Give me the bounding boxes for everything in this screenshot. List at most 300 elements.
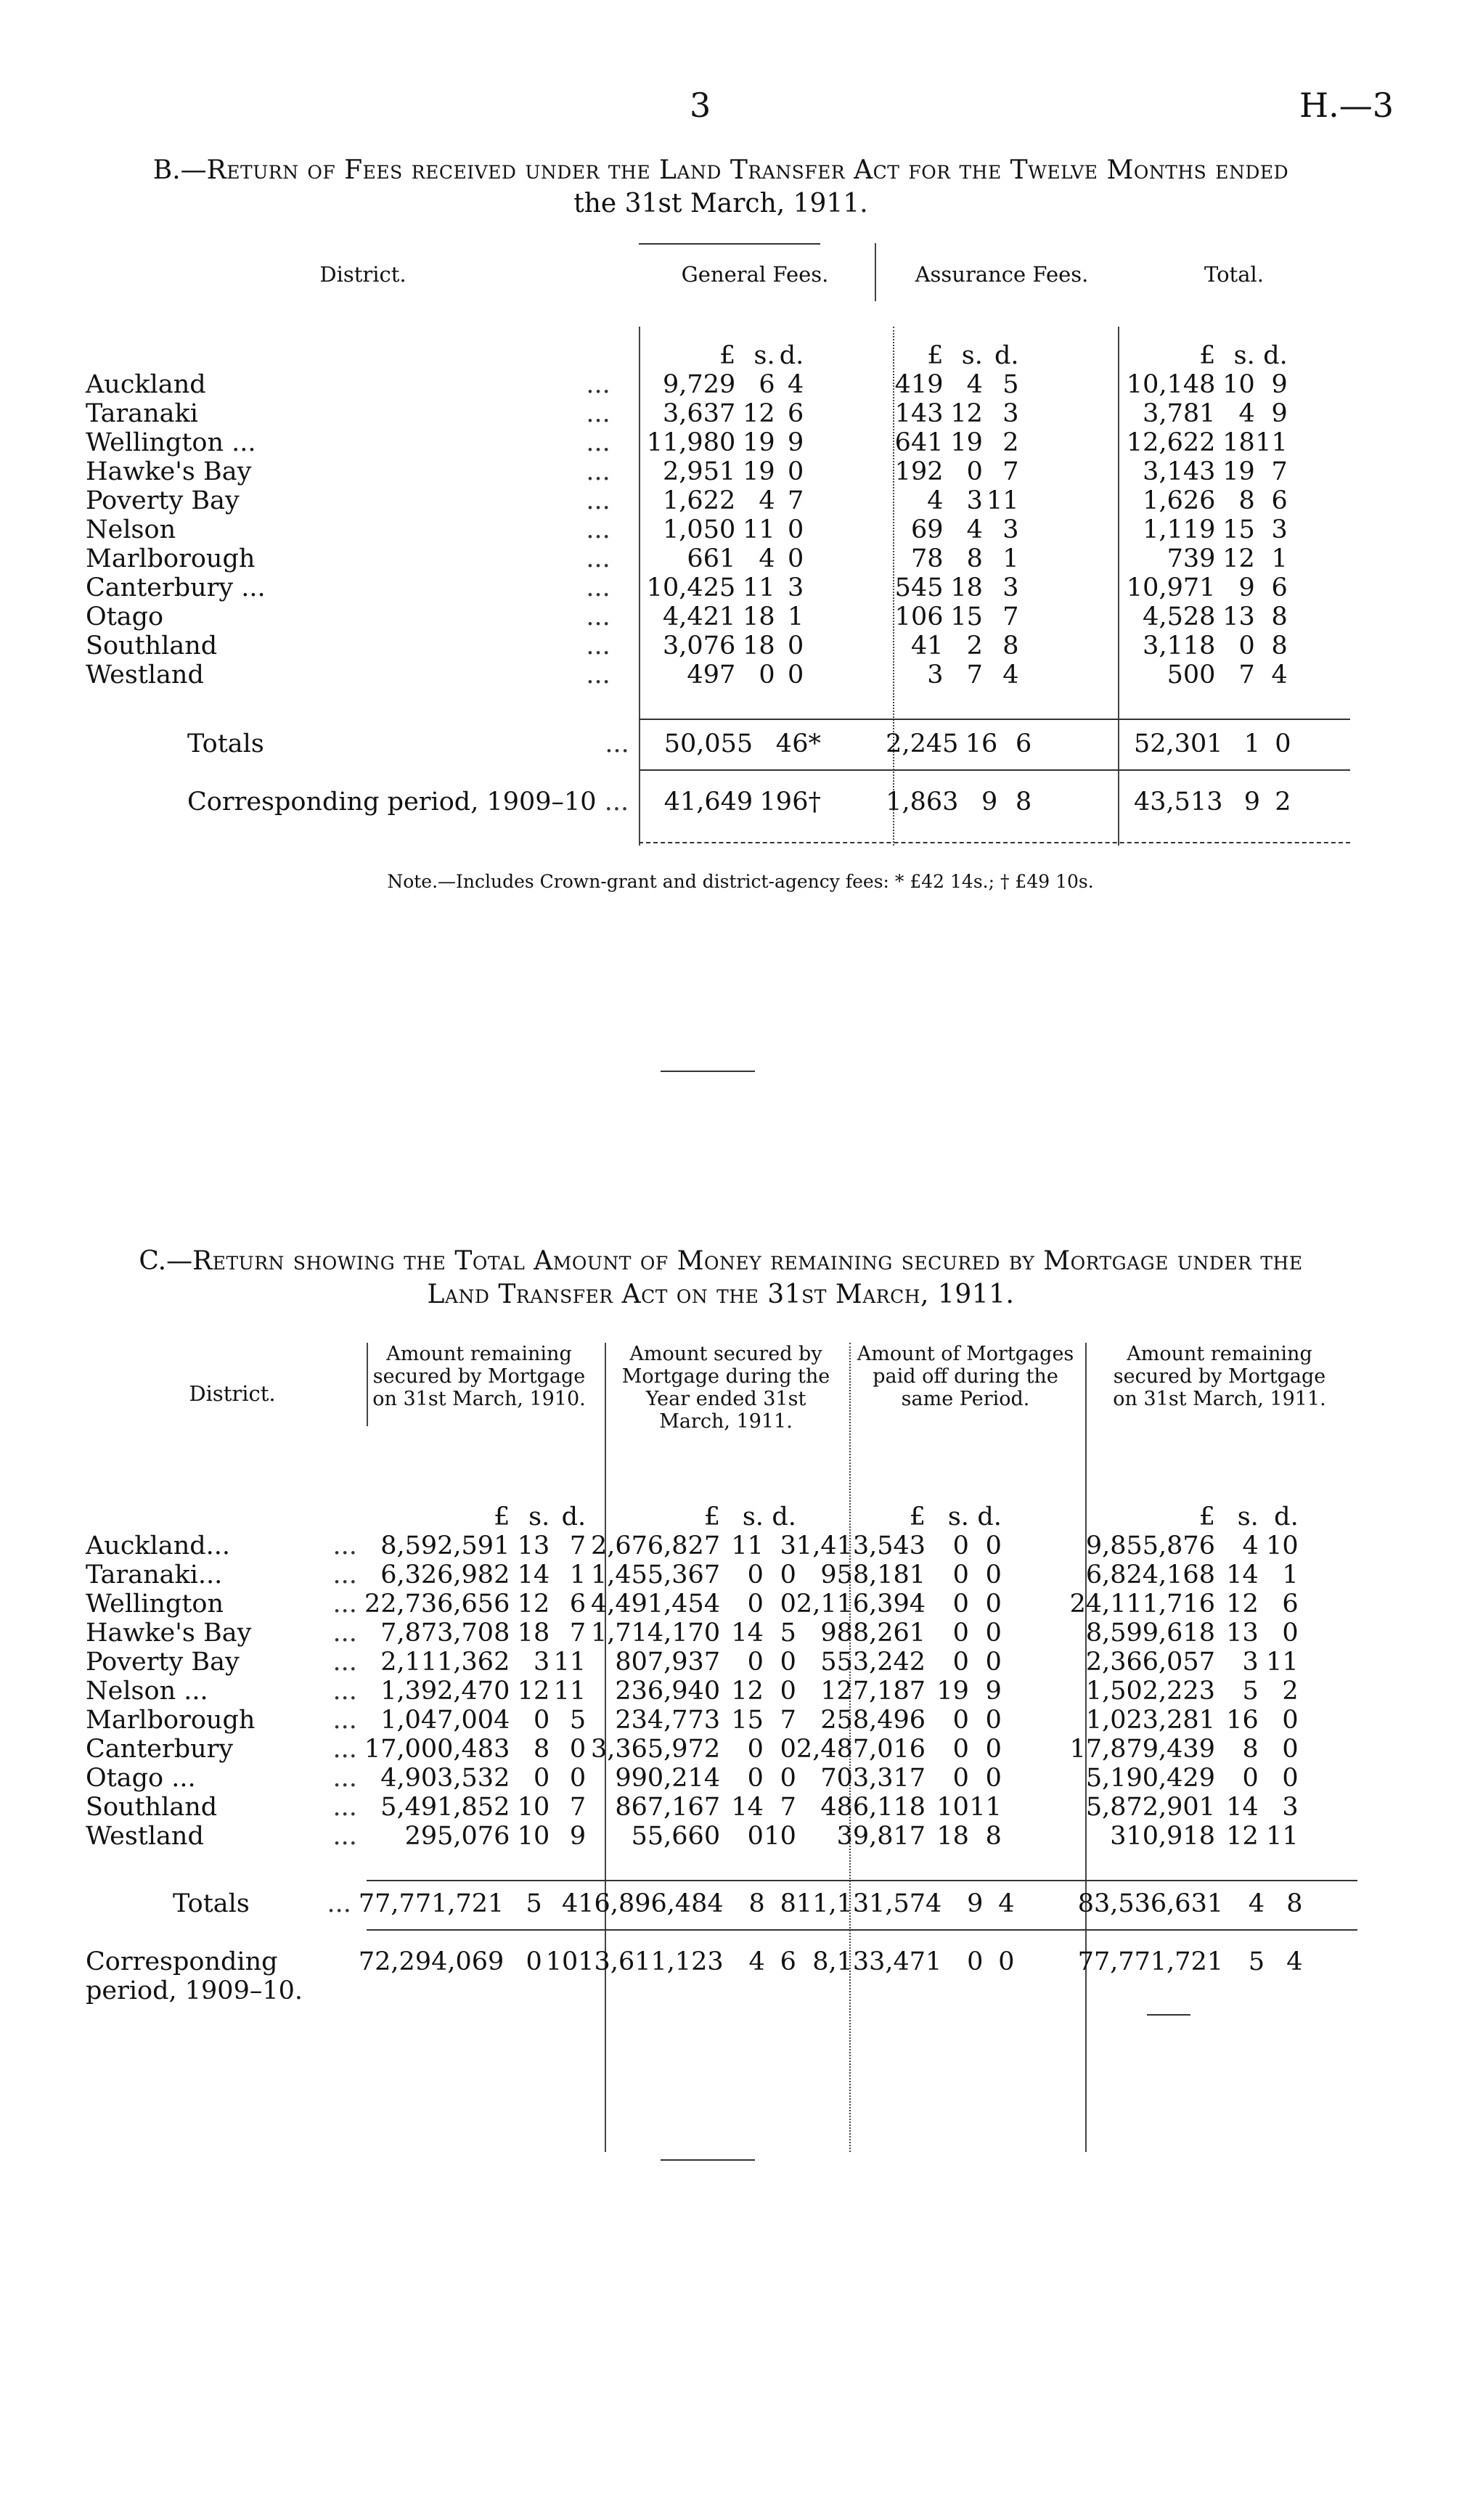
cell: 14 xyxy=(731,1793,764,1822)
cell: 6 xyxy=(780,1947,796,1976)
table-row xyxy=(86,428,1356,457)
cell: 12 xyxy=(1222,544,1255,573)
cell: 10 xyxy=(936,1793,969,1822)
table-b-title xyxy=(86,154,1356,221)
cell: 10,971 xyxy=(1126,573,1216,602)
cell: 7 xyxy=(569,1619,587,1648)
cell: 7 xyxy=(780,1706,796,1735)
cell: 4 xyxy=(748,1947,765,1976)
table-b-header-top-rule xyxy=(639,243,820,245)
district-name: Taranaki... xyxy=(86,1560,223,1590)
cell: 39,817 xyxy=(836,1822,926,1851)
cell: 9,729 xyxy=(663,370,736,399)
cell: 8 xyxy=(1238,486,1255,515)
cell: 0 xyxy=(780,1764,796,1793)
table-b-header-district: District. xyxy=(319,262,407,287)
cell: 2,951 xyxy=(663,457,736,486)
table-b-header-assurance: Assurance Fees. xyxy=(915,262,1089,287)
leader-dots: ... xyxy=(586,428,610,457)
cell: 16 xyxy=(965,729,998,758)
cell: 0 xyxy=(967,1947,984,1976)
table-row xyxy=(86,602,1356,631)
unit-pence: d. xyxy=(561,1502,587,1531)
cell: 10,425 xyxy=(646,573,736,602)
cell: 13 xyxy=(517,1531,550,1560)
table-b-note: Note.—Includes Crown-grant and district-agency fees: * £42 14s.; † £49 10s. xyxy=(387,871,1094,892)
table-row xyxy=(86,1619,1360,1648)
cell: 500 xyxy=(1167,660,1216,690)
cell: 16,896,484 xyxy=(578,1889,724,1918)
district-name: Auckland... xyxy=(86,1531,231,1560)
cell: 0 xyxy=(787,631,804,660)
district-name: Canterbury xyxy=(86,1735,234,1764)
cell: 4 xyxy=(966,370,983,399)
cell: 4 xyxy=(759,544,775,573)
cell: 11 xyxy=(1255,428,1288,457)
cell: 4 xyxy=(1286,1947,1303,1976)
cell: 0 xyxy=(569,1735,587,1764)
cell: 0 xyxy=(533,1764,550,1793)
table-row xyxy=(86,1706,1360,1735)
unit-shillings: s. xyxy=(947,1502,969,1531)
cell: 0 xyxy=(998,1947,1015,1976)
cell: 0 xyxy=(985,1619,1002,1648)
cell: 1,392,470 xyxy=(380,1677,510,1706)
unit-pence: d. xyxy=(977,1502,1002,1531)
cell: 78 xyxy=(910,544,944,573)
cell: 0 xyxy=(985,1531,1002,1560)
cell: 1 xyxy=(569,1560,587,1590)
cell: 0 xyxy=(985,1560,1002,1590)
cell: 4 xyxy=(787,370,804,399)
leader-dots: ... xyxy=(586,515,610,544)
cell: 5,872,901 xyxy=(1085,1793,1215,1822)
cell: 10 xyxy=(545,1947,579,1976)
cell: 17,000,483 xyxy=(364,1735,510,1764)
cell: 1,050 xyxy=(663,515,736,544)
cell: 3 xyxy=(966,486,983,515)
cell: 15 xyxy=(1222,515,1255,544)
cell: 703,317 xyxy=(820,1764,926,1793)
cell: 16 xyxy=(1226,1706,1259,1735)
cell: 43,513 xyxy=(1134,788,1223,817)
unit-shillings: s. xyxy=(961,341,983,370)
leader-dots: ... xyxy=(332,1531,357,1560)
unit-pence: d. xyxy=(994,341,1019,370)
cell: 2,487,016 xyxy=(796,1735,926,1764)
table-row xyxy=(86,1764,1360,1793)
cell: 18 xyxy=(1222,428,1255,457)
cell: 3,781 xyxy=(1143,399,1216,428)
cell: 11,131,574 xyxy=(796,1889,942,1918)
corresponding-label: Corresponding period, 1909–10 xyxy=(187,788,597,817)
cell: 11 xyxy=(553,1677,587,1706)
cell: 0 xyxy=(1282,1619,1299,1648)
cell: 69 xyxy=(910,515,944,544)
cell: 9 xyxy=(569,1822,587,1851)
cell: 11 xyxy=(986,486,1019,515)
document-reference: H.—3 xyxy=(1299,86,1394,125)
cell: 4 xyxy=(759,486,775,515)
cell: 553,242 xyxy=(820,1648,926,1677)
cell: 8,592,591 xyxy=(380,1531,510,1560)
section-separator-2 xyxy=(661,2159,755,2161)
cell: 11 xyxy=(743,573,775,602)
leader-dots: ... xyxy=(586,457,610,486)
cell: 1 xyxy=(1271,544,1288,573)
table-c-summary xyxy=(86,1889,1360,2005)
cell: 7 xyxy=(569,1793,587,1822)
district-name: Southland xyxy=(86,631,218,660)
table-row xyxy=(86,1735,1360,1764)
cell: 1 xyxy=(787,602,804,631)
leader-dots: ... xyxy=(586,399,610,428)
cell: 1,714,170 xyxy=(590,1619,721,1648)
cell: 3,637 xyxy=(663,399,736,428)
table-c-totals-top-rule xyxy=(367,1880,1357,1881)
district-name: Poverty Bay xyxy=(86,486,240,515)
cell: 13,611,123 xyxy=(578,1947,724,1976)
cell: 4 xyxy=(562,1889,579,1918)
cell: 19 xyxy=(950,428,983,457)
cell: 11 xyxy=(553,1648,587,1677)
cell: 0 xyxy=(1238,631,1255,660)
cell: 11,980 xyxy=(646,428,736,457)
cell: 13 xyxy=(1222,602,1255,631)
cell: 24,111,716 xyxy=(1069,1590,1215,1619)
cell: 8 xyxy=(1271,602,1288,631)
cell: 0 xyxy=(952,1619,969,1648)
cell: 0 xyxy=(1282,1735,1299,1764)
cell: 739 xyxy=(1167,544,1216,573)
cell: 234,773 xyxy=(615,1706,721,1735)
section-separator-1 xyxy=(661,1071,755,1072)
cell: 807,937 xyxy=(615,1648,721,1677)
leader-dots: ... xyxy=(332,1677,357,1706)
cell: 4 xyxy=(998,1889,1015,1918)
cell: 12 xyxy=(950,399,983,428)
table-b-summary xyxy=(86,729,1356,817)
cell: 14 xyxy=(1226,1560,1259,1590)
cell: 19 xyxy=(743,457,775,486)
leader-dots: ... xyxy=(327,1889,351,1918)
cell: 9 xyxy=(967,1889,984,1918)
cell: 0 xyxy=(787,515,804,544)
cell: 10,148 xyxy=(1126,370,1216,399)
cell: 7 xyxy=(1002,457,1019,486)
table-b-end-rule xyxy=(639,842,1350,843)
cell: 4 xyxy=(1271,660,1288,690)
cell: 9,855,876 xyxy=(1085,1531,1215,1560)
leader-dots: ... xyxy=(332,1619,357,1648)
cell: 0 xyxy=(1242,1764,1259,1793)
cell: 7 xyxy=(569,1531,587,1560)
table-c-header-col3: Amount of Mortgages paid off during the same Period. xyxy=(857,1343,1074,1410)
cell: 0 xyxy=(526,1947,542,1976)
cell: 14 xyxy=(517,1560,550,1590)
cell: 1,502,223 xyxy=(1085,1677,1215,1706)
table-row xyxy=(86,1793,1360,1822)
cell: 0 xyxy=(952,1590,969,1619)
leader-dots: ... xyxy=(586,370,610,399)
cell: 11 xyxy=(969,1793,1002,1822)
table-row xyxy=(86,1590,1360,1619)
cell: 4 xyxy=(966,515,983,544)
cell: 0 xyxy=(780,1735,796,1764)
cell: 5 xyxy=(526,1889,542,1918)
cell: 15 xyxy=(950,602,983,631)
cell: 3 xyxy=(787,573,804,602)
district-name: Otago ... xyxy=(86,1764,196,1793)
leader-dots: ... xyxy=(332,1764,357,1793)
cell: 0 xyxy=(985,1735,1002,1764)
cell: 143 xyxy=(894,399,944,428)
cell: 661 xyxy=(687,544,736,573)
cell: 14 xyxy=(731,1619,764,1648)
table-b-title-text: Return of Fees received under the Land Transfer Act for the Twelve Months ended xyxy=(206,155,1289,185)
leader-dots: ... xyxy=(332,1706,357,1735)
district-name: Otago xyxy=(86,602,164,631)
table-c-title xyxy=(86,1245,1356,1312)
cell: 2,111,362 xyxy=(380,1648,510,1677)
cell: 988,261 xyxy=(820,1619,926,1648)
cell: 1 xyxy=(1002,544,1019,573)
unit-pence: d. xyxy=(772,1502,796,1531)
cell: 3 xyxy=(1002,399,1019,428)
cell: 2,116,394 xyxy=(796,1590,926,1619)
table-c-col-rule-1-header xyxy=(367,1343,368,1426)
cell: 17,879,439 xyxy=(1069,1735,1215,1764)
cell: 3 xyxy=(1002,573,1019,602)
table-c-title-line2: Land Transfer Act on the 31st March, 1911. xyxy=(427,1280,1015,1309)
cell: 0 xyxy=(966,457,983,486)
cell: 8 xyxy=(1271,631,1288,660)
table-row xyxy=(86,544,1356,573)
cell: 6 xyxy=(1016,729,1032,758)
unit-pounds: £ xyxy=(909,1502,926,1531)
cell: 419 xyxy=(894,370,944,399)
table-b-corresponding-row xyxy=(86,788,1356,817)
cell: 7 xyxy=(966,660,983,690)
cell: 9 xyxy=(981,788,998,817)
table-row xyxy=(86,1677,1360,1706)
cell: 9 xyxy=(985,1677,1002,1706)
leader-dots: ... xyxy=(586,631,610,660)
table-b-units-row xyxy=(86,341,1356,370)
cell: 2 xyxy=(966,631,983,660)
cell: 18 xyxy=(950,573,983,602)
cell: 6* xyxy=(792,729,822,758)
cell: 106 xyxy=(894,602,944,631)
cell: 6,824,168 xyxy=(1085,1560,1215,1590)
cell: 6 xyxy=(1271,573,1288,602)
district-name: Wellington xyxy=(86,1590,224,1619)
cell: 1,119 xyxy=(1143,515,1216,544)
unit-pence: d. xyxy=(779,341,804,370)
cell: 0 xyxy=(1282,1764,1299,1793)
table-b-header-total: Total. xyxy=(1204,262,1264,287)
table-row xyxy=(86,515,1356,544)
cell: 2,245 xyxy=(886,729,959,758)
cell: 0 xyxy=(780,1648,796,1677)
cell: 0 xyxy=(569,1764,587,1793)
cell: 15 xyxy=(731,1706,764,1735)
cell: 4,903,532 xyxy=(380,1764,510,1793)
table-b-totals-top-rule xyxy=(639,719,1350,720)
cell: 8 xyxy=(1286,1889,1303,1918)
cell: 8 xyxy=(533,1735,550,1764)
cell: 295,076 xyxy=(404,1822,510,1851)
cell: 3,365,972 xyxy=(590,1735,721,1764)
cell: 0 xyxy=(952,1735,969,1764)
unit-shillings: s. xyxy=(753,341,775,370)
cell: 3,076 xyxy=(663,631,736,660)
cell: 1,047,004 xyxy=(380,1706,510,1735)
leader-dots: ... xyxy=(604,788,629,817)
leader-dots: ... xyxy=(586,544,610,573)
cell: 5 xyxy=(1002,370,1019,399)
cell: 22,736,656 xyxy=(364,1590,510,1619)
table-b-prefix: B.— xyxy=(152,155,207,185)
cell: 0 xyxy=(747,1648,764,1677)
cell: 5,190,429 xyxy=(1085,1764,1215,1793)
district-name: Southland xyxy=(86,1793,218,1822)
cell: 5 xyxy=(1242,1677,1259,1706)
cell: 990,214 xyxy=(615,1764,721,1793)
cell: 867,167 xyxy=(615,1793,721,1822)
cell: 10 xyxy=(1222,370,1255,399)
cell: 12,622 xyxy=(1126,428,1216,457)
cell: 9 xyxy=(1243,788,1260,817)
unit-pounds: £ xyxy=(494,1502,510,1531)
unit-shillings: s. xyxy=(1237,1502,1259,1531)
cell: 19 xyxy=(1222,457,1255,486)
cell: 10 xyxy=(1266,1531,1299,1560)
cell: 8 xyxy=(966,544,983,573)
unit-shillings: s. xyxy=(528,1502,550,1531)
leader-dots: ... xyxy=(586,486,610,515)
leader-dots: ... xyxy=(332,1822,357,1851)
table-c-title-line1 xyxy=(86,1245,1356,1278)
cell: 8 xyxy=(1016,788,1032,817)
totals-label: Totals xyxy=(173,1889,250,1918)
cell: 1,023,281 xyxy=(1085,1706,1215,1735)
cell: 2 xyxy=(1282,1677,1299,1706)
cell: 641 xyxy=(894,428,944,457)
cell: 3 xyxy=(780,1531,796,1560)
cell: 11 xyxy=(731,1531,764,1560)
cell: 7 xyxy=(1238,660,1255,690)
cell: 0 xyxy=(747,1735,764,1764)
cell: 1,863 xyxy=(886,788,959,817)
cell: 12 xyxy=(1226,1822,1259,1851)
cell: 83,536,631 xyxy=(1077,1889,1224,1918)
cell: 6 xyxy=(1282,1590,1299,1619)
leader-dots: ... xyxy=(332,1560,357,1590)
cell: 8 xyxy=(1242,1735,1259,1764)
cell: 7 xyxy=(787,486,804,515)
cell: 8 xyxy=(1002,631,1019,660)
cell: 4 xyxy=(927,486,944,515)
unit-pounds: £ xyxy=(719,341,736,370)
cell: 192 xyxy=(894,457,944,486)
cell: 41 xyxy=(910,631,944,660)
cell: 0 xyxy=(787,660,804,690)
table-c-header-district: District. xyxy=(189,1381,276,1406)
cell: 4 xyxy=(1238,399,1255,428)
unit-pence: d. xyxy=(1274,1502,1299,1531)
cell: 5 xyxy=(1248,1947,1265,1976)
district-name: Nelson ... xyxy=(86,1677,208,1706)
table-b xyxy=(86,341,1356,690)
cell: 1,455,367 xyxy=(590,1560,721,1590)
leader-dots: ... xyxy=(332,1735,357,1764)
table-c xyxy=(86,1502,1360,1851)
table-row xyxy=(86,1531,1360,1560)
cell: 0 xyxy=(952,1764,969,1793)
unit-pounds: £ xyxy=(703,1502,721,1531)
cell: 3,143 xyxy=(1143,457,1216,486)
table-row xyxy=(86,1560,1360,1590)
cell: 0 xyxy=(985,1764,1002,1793)
table-row xyxy=(86,660,1356,690)
district-name: Canterbury ... xyxy=(86,573,266,602)
cell: 18 xyxy=(517,1619,550,1648)
table-row xyxy=(86,573,1356,602)
cell: 11 xyxy=(1266,1822,1299,1851)
cell: 10 xyxy=(517,1793,550,1822)
table-c-units-row xyxy=(86,1502,1360,1531)
leader-dots-text: ... xyxy=(605,729,629,758)
cell: 11 xyxy=(743,515,775,544)
cell: 958,181 xyxy=(820,1560,926,1590)
cell: 10 xyxy=(764,1822,796,1851)
leader-dots: ... xyxy=(586,573,610,602)
cell: 14 xyxy=(1226,1793,1259,1822)
cell: 77,771,721 xyxy=(358,1889,504,1918)
cell: 12 xyxy=(517,1677,550,1706)
cell: 50,055 xyxy=(663,729,753,758)
leader-dots: ... xyxy=(332,1590,357,1619)
cell: 545 xyxy=(894,573,944,602)
table-b-totals-row xyxy=(86,729,1356,758)
table-c-end-mark xyxy=(1147,2014,1190,2016)
cell: 6 xyxy=(1271,486,1288,515)
cell: 72,294,069 xyxy=(358,1947,504,1976)
leader-dots xyxy=(452,729,636,758)
cell: 0 xyxy=(952,1531,969,1560)
table-b-title-line1 xyxy=(86,154,1356,187)
cell: 497 xyxy=(687,660,736,690)
district-name: Westland xyxy=(86,1822,204,1851)
cell: 5,491,852 xyxy=(380,1793,510,1822)
district-name: Hawke's Bay xyxy=(86,1619,252,1648)
unit-pounds: £ xyxy=(1198,1502,1215,1531)
cell: 7 xyxy=(1271,457,1288,486)
cell: 8,133,471 xyxy=(812,1947,942,1976)
table-c-header-col2: Amount secured by Mortgage during the Year ended 31st March, 1911. xyxy=(621,1343,830,1433)
district-name: Auckland xyxy=(86,370,206,399)
cell: 0 xyxy=(747,1560,764,1590)
cell: 258,496 xyxy=(820,1706,926,1735)
cell: 8,599,618 xyxy=(1085,1619,1215,1648)
cell: 5 xyxy=(569,1706,587,1735)
corresponding-label: Corresponding period, 1909–10. xyxy=(86,1947,303,2005)
cell: 3 xyxy=(1002,515,1019,544)
cell: 2,366,057 xyxy=(1085,1648,1215,1677)
cell: 310,918 xyxy=(1110,1822,1215,1851)
table-c-header-col1: Amount remaining secured by Mortgage on 31st March, 1910. xyxy=(372,1343,586,1410)
